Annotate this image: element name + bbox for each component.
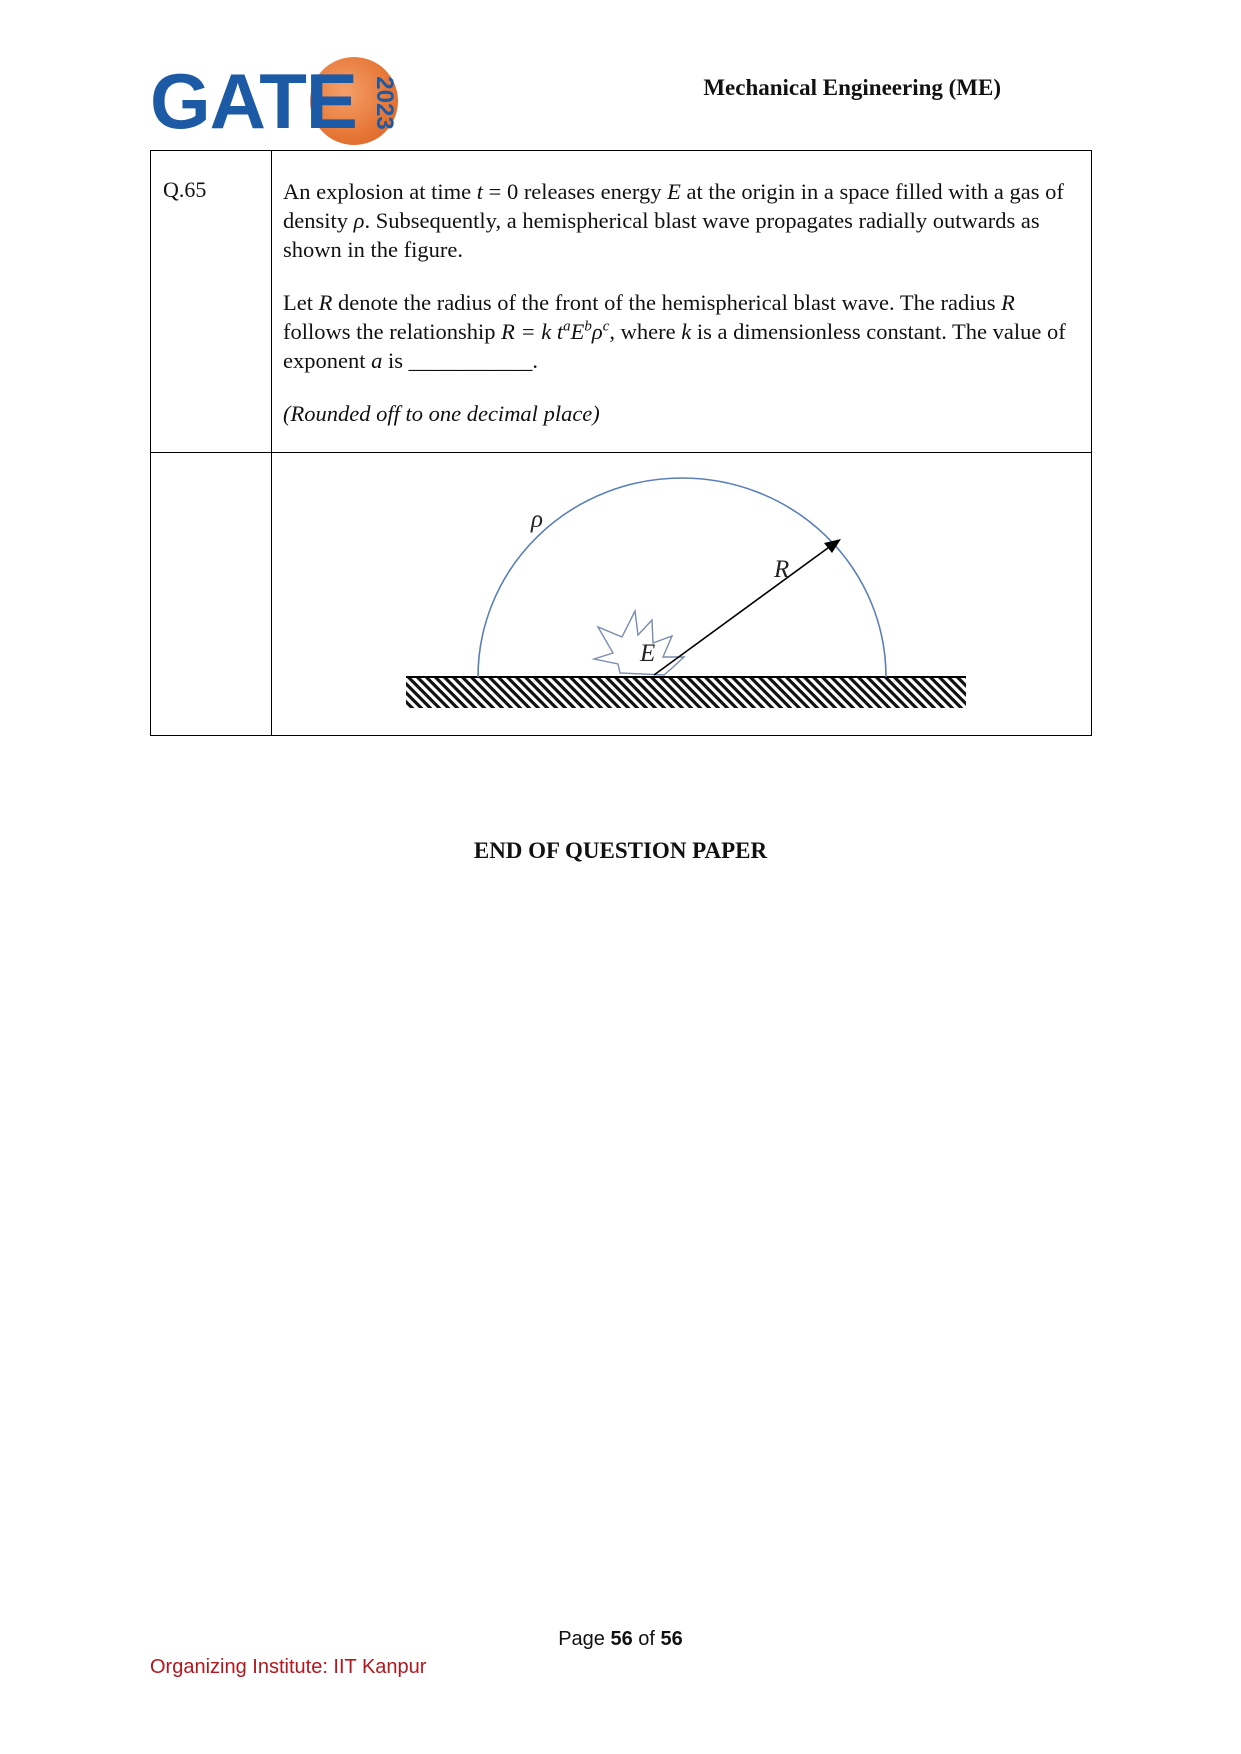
question-paragraph-2: Let R denote the radius of the front of the hemispherical blast wave. The radius R follows the relationship R = k $t^aE^b\rho^c$, where k is a dimensionless constant. The value of exponent a is ___________. xyxy=(283,290,1066,373)
rounding-note: (Rounded off to one decimal place) xyxy=(283,401,600,426)
figure-blank-cell xyxy=(151,453,272,736)
label-radius: R xyxy=(774,556,790,583)
label-energy: E xyxy=(640,640,656,667)
question-table xyxy=(150,150,1092,736)
gate-logo xyxy=(150,55,398,147)
figure-cell xyxy=(272,453,1092,736)
question-text xyxy=(272,151,1092,453)
organizing-institute: Organizing Institute: IIT Kanpur xyxy=(150,1656,427,1678)
logo-year: 2023 xyxy=(371,76,398,130)
question-paragraph-1: An explosion at time t = 0 releases energy E at the origin in a space filled with a gas of density ρ. Subsequently, a hemispherical blast wave propagates radially outwards as shown in the figure. xyxy=(283,179,1064,262)
subject-heading: Mechanical Engineering (ME) xyxy=(703,75,1001,100)
arrow-head-icon xyxy=(824,539,841,553)
explosion-icon xyxy=(594,611,684,675)
end-of-paper: END OF QUESTION PAPER xyxy=(473,838,768,863)
label-rho: ρ xyxy=(531,506,543,533)
question-number: Q.65 xyxy=(151,151,272,453)
radius-arrow xyxy=(654,545,832,675)
ground-hatching xyxy=(406,678,966,708)
page-number: Page 56 of 56 xyxy=(558,1628,683,1650)
blast-wave-figure xyxy=(272,453,1102,734)
equation: R = k $t^aE^b\rho^c$ xyxy=(501,318,610,344)
logo-text: GATE xyxy=(150,57,357,145)
